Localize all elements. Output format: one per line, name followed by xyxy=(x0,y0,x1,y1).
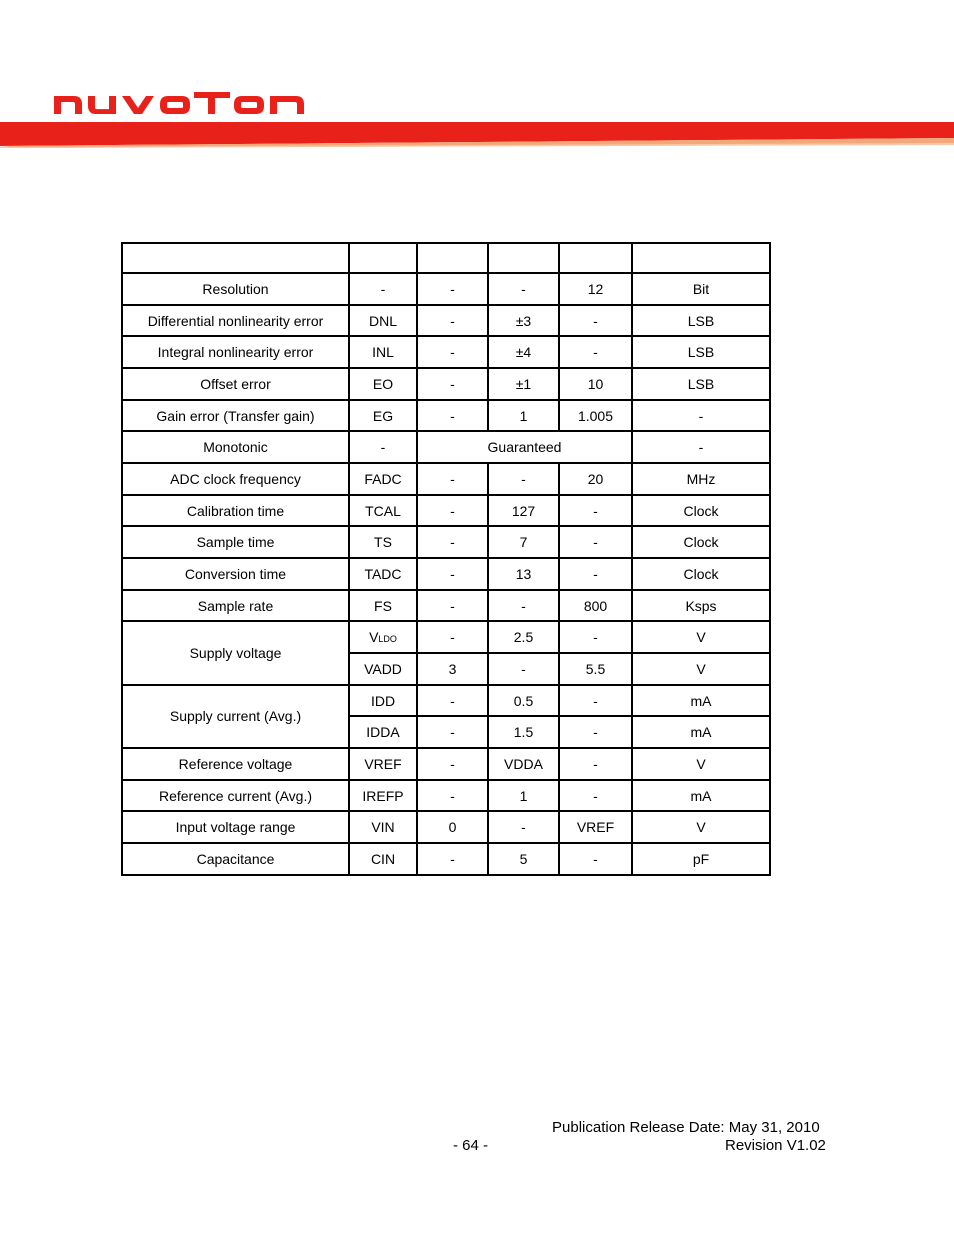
max-cell: - xyxy=(559,305,632,337)
symbol-subscript: LDO xyxy=(378,634,397,645)
typ-cell: 0.5 xyxy=(488,685,559,717)
unit-cell: LSB xyxy=(632,368,770,400)
table-row xyxy=(122,273,770,305)
typ-cell: 1 xyxy=(488,400,559,432)
max-cell: - xyxy=(559,716,632,748)
min-cell: - xyxy=(417,716,488,748)
max-cell: 10 xyxy=(559,368,632,400)
typ-cell: VDDA xyxy=(488,748,559,780)
symbol-cell: VIN xyxy=(349,811,417,843)
table-header-row xyxy=(122,243,770,273)
unit-cell: mA xyxy=(632,685,770,717)
typ-cell: - xyxy=(488,590,559,622)
min-cell: 0 xyxy=(417,811,488,843)
min-cell: - xyxy=(417,305,488,337)
parameter-cell: Sample rate xyxy=(122,590,349,622)
unit-cell: mA xyxy=(632,716,770,748)
typ-cell: 1 xyxy=(488,780,559,812)
table-row xyxy=(122,400,770,432)
min-cell: - xyxy=(417,780,488,812)
symbol-cell: TCAL xyxy=(349,495,417,527)
typ-cell: 2.5 xyxy=(488,621,559,653)
parameter-cell: Supply voltage xyxy=(122,621,349,684)
typ-cell: - xyxy=(488,273,559,305)
parameter-cell: Conversion time xyxy=(122,558,349,590)
table-row xyxy=(122,843,770,875)
min-cell: - xyxy=(417,400,488,432)
symbol-cell: VADD xyxy=(349,653,417,685)
max-cell: 12 xyxy=(559,273,632,305)
nuvoton-logo xyxy=(54,92,306,114)
unit-cell: MHz xyxy=(632,463,770,495)
unit-cell: - xyxy=(632,431,770,463)
symbol-cell: INL xyxy=(349,336,417,368)
max-cell: - xyxy=(559,526,632,558)
symbol-main: V xyxy=(369,629,379,646)
min-cell: - xyxy=(417,336,488,368)
symbol-cell: IDDA xyxy=(349,716,417,748)
min-cell: - xyxy=(417,558,488,590)
typ-cell: - xyxy=(488,653,559,685)
unit-cell: Ksps xyxy=(632,590,770,622)
parameter-cell: ADC clock frequency xyxy=(122,463,349,495)
header-cell xyxy=(417,243,488,273)
parameter-cell: Sample time xyxy=(122,526,349,558)
symbol-cell: DNL xyxy=(349,305,417,337)
table-row xyxy=(122,621,770,653)
max-cell: - xyxy=(559,495,632,527)
symbol-cell: - xyxy=(349,273,417,305)
min-cell: - xyxy=(417,590,488,622)
symbol-cell: IREFP xyxy=(349,780,417,812)
symbol-cell: EO xyxy=(349,368,417,400)
table-row xyxy=(122,431,770,463)
table-row xyxy=(122,558,770,590)
max-cell: - xyxy=(559,558,632,590)
max-cell: 5.5 xyxy=(559,653,632,685)
typ-cell: - xyxy=(488,811,559,843)
symbol-cell: EG xyxy=(349,400,417,432)
table-row xyxy=(122,748,770,780)
adc-spec-table xyxy=(121,242,771,876)
table-row xyxy=(122,590,770,622)
typ-cell: ±1 xyxy=(488,368,559,400)
symbol-cell: FADC xyxy=(349,463,417,495)
header-banner xyxy=(0,118,954,148)
symbol-cell: TS xyxy=(349,526,417,558)
min-cell: - xyxy=(417,463,488,495)
parameter-cell: Resolution xyxy=(122,273,349,305)
unit-cell: Clock xyxy=(632,526,770,558)
symbol-cell: FS xyxy=(349,590,417,622)
unit-cell: Clock xyxy=(632,495,770,527)
max-cell: 800 xyxy=(559,590,632,622)
revision: Revision V1.02 xyxy=(725,1137,826,1154)
table-row xyxy=(122,780,770,812)
header-cell xyxy=(632,243,770,273)
parameter-cell: Gain error (Transfer gain) xyxy=(122,400,349,432)
max-cell: 20 xyxy=(559,463,632,495)
unit-cell: pF xyxy=(632,843,770,875)
min-cell: - xyxy=(417,526,488,558)
symbol-cell: - xyxy=(349,431,417,463)
unit-cell: Clock xyxy=(632,558,770,590)
table-row xyxy=(122,526,770,558)
table-row xyxy=(122,495,770,527)
publication-date: Publication Release Date: May 31, 2010 xyxy=(552,1119,820,1136)
symbol-cell: IDD xyxy=(349,685,417,717)
parameter-cell: Calibration time xyxy=(122,495,349,527)
typ-cell: Guaranteed xyxy=(417,431,632,463)
typ-cell: 5 xyxy=(488,843,559,875)
max-cell: - xyxy=(559,621,632,653)
max-cell: - xyxy=(559,336,632,368)
typ-cell: 7 xyxy=(488,526,559,558)
typ-cell: 127 xyxy=(488,495,559,527)
min-cell: - xyxy=(417,273,488,305)
table-row xyxy=(122,685,770,717)
table-row xyxy=(122,305,770,337)
typ-cell: 13 xyxy=(488,558,559,590)
parameter-cell: Reference current (Avg.) xyxy=(122,780,349,812)
table-row xyxy=(122,336,770,368)
max-cell: 1.005 xyxy=(559,400,632,432)
parameter-cell: Reference voltage xyxy=(122,748,349,780)
typ-cell: ±4 xyxy=(488,336,559,368)
header-cell xyxy=(488,243,559,273)
parameter-cell: Monotonic xyxy=(122,431,349,463)
unit-cell: mA xyxy=(632,780,770,812)
max-cell: VREF xyxy=(559,811,632,843)
parameter-cell: Integral nonlinearity error xyxy=(122,336,349,368)
min-cell: - xyxy=(417,495,488,527)
unit-cell: V xyxy=(632,621,770,653)
unit-cell: LSB xyxy=(632,336,770,368)
min-cell: - xyxy=(417,368,488,400)
max-cell: - xyxy=(559,780,632,812)
unit-cell: - xyxy=(632,400,770,432)
symbol-cell xyxy=(349,621,417,653)
table-row xyxy=(122,368,770,400)
min-cell: - xyxy=(417,685,488,717)
min-cell: - xyxy=(417,843,488,875)
table-row xyxy=(122,811,770,843)
unit-cell: V xyxy=(632,653,770,685)
min-cell: - xyxy=(417,748,488,780)
parameter-cell: Supply current (Avg.) xyxy=(122,685,349,748)
unit-cell: Bit xyxy=(632,273,770,305)
parameter-cell: Offset error xyxy=(122,368,349,400)
typ-cell: ±3 xyxy=(488,305,559,337)
header-cell xyxy=(122,243,349,273)
symbol-cell: CIN xyxy=(349,843,417,875)
symbol-cell: TADC xyxy=(349,558,417,590)
typ-cell: 1.5 xyxy=(488,716,559,748)
symbol-cell: VREF xyxy=(349,748,417,780)
unit-cell: V xyxy=(632,811,770,843)
table-row xyxy=(122,463,770,495)
parameter-cell: Capacitance xyxy=(122,843,349,875)
unit-cell: LSB xyxy=(632,305,770,337)
header-cell xyxy=(559,243,632,273)
parameter-cell: Input voltage range xyxy=(122,811,349,843)
max-cell: - xyxy=(559,685,632,717)
max-cell: - xyxy=(559,748,632,780)
typ-cell: - xyxy=(488,463,559,495)
parameter-cell: Differential nonlinearity error xyxy=(122,305,349,337)
unit-cell: V xyxy=(632,748,770,780)
max-cell: - xyxy=(559,843,632,875)
min-cell: 3 xyxy=(417,653,488,685)
page-number: - 64 - xyxy=(453,1137,489,1154)
header-cell xyxy=(349,243,417,273)
min-cell: - xyxy=(417,621,488,653)
